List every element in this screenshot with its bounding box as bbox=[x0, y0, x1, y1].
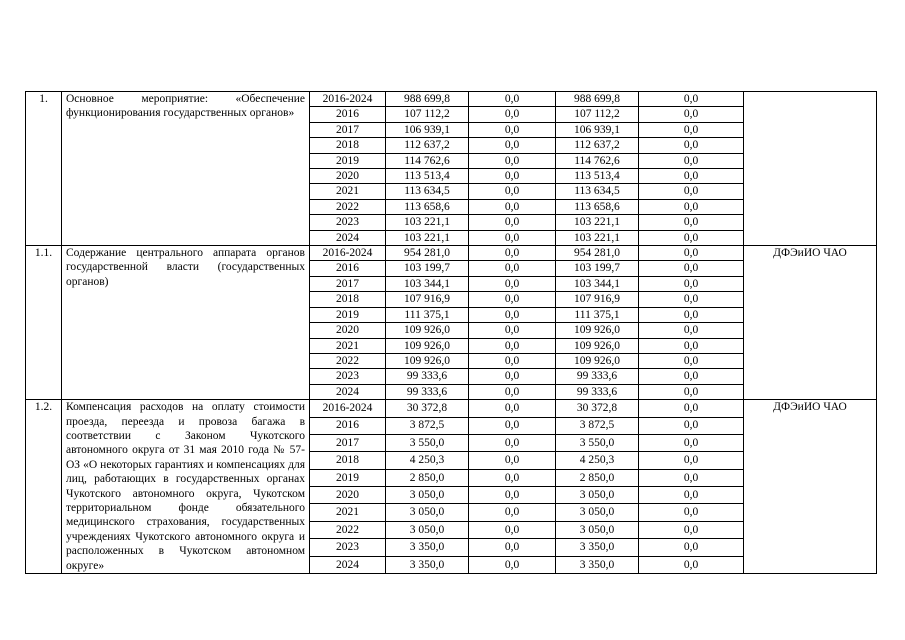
year-cell: 2023 bbox=[310, 539, 386, 556]
okrug-budget-cell: 3 050,0 bbox=[556, 521, 639, 538]
other-sources-cell: 0,0 bbox=[639, 434, 744, 451]
okrug-budget-cell: 114 762,6 bbox=[556, 153, 639, 168]
responsible-executor: ДФЭиИО ЧАО bbox=[744, 400, 877, 574]
other-sources-cell: 0,0 bbox=[639, 246, 744, 261]
total-cell: 107 916,9 bbox=[386, 292, 469, 307]
federal-cell: 0,0 bbox=[469, 169, 556, 184]
total-cell: 3 050,0 bbox=[386, 487, 469, 504]
other-sources-cell: 0,0 bbox=[639, 184, 744, 199]
year-cell: 2024 bbox=[310, 556, 386, 574]
year-cell: 2019 bbox=[310, 153, 386, 168]
total-cell: 112 637,2 bbox=[386, 138, 469, 153]
federal-cell: 0,0 bbox=[469, 122, 556, 137]
year-cell: 2024 bbox=[310, 384, 386, 399]
year-cell: 2016-2024 bbox=[310, 400, 386, 417]
section-index: 1.2. bbox=[26, 400, 62, 574]
budget-table bbox=[25, 91, 877, 574]
okrug-budget-cell: 107 112,2 bbox=[556, 107, 639, 122]
other-sources-cell: 0,0 bbox=[639, 199, 744, 214]
year-cell: 2022 bbox=[310, 521, 386, 538]
total-cell: 109 926,0 bbox=[386, 338, 469, 353]
total-cell: 109 926,0 bbox=[386, 323, 469, 338]
year-cell: 2018 bbox=[310, 452, 386, 469]
year-cell: 2017 bbox=[310, 276, 386, 291]
year-cell: 2023 bbox=[310, 369, 386, 384]
total-cell: 106 939,1 bbox=[386, 122, 469, 137]
year-cell: 2019 bbox=[310, 469, 386, 486]
other-sources-cell: 0,0 bbox=[639, 521, 744, 538]
year-cell: 2017 bbox=[310, 122, 386, 137]
federal-cell: 0,0 bbox=[469, 434, 556, 451]
other-sources-cell: 0,0 bbox=[639, 215, 744, 230]
other-sources-cell: 0,0 bbox=[639, 556, 744, 574]
other-sources-cell: 0,0 bbox=[639, 353, 744, 368]
other-sources-cell: 0,0 bbox=[639, 487, 744, 504]
other-sources-cell: 0,0 bbox=[639, 138, 744, 153]
year-cell: 2016-2024 bbox=[310, 92, 386, 107]
other-sources-cell: 0,0 bbox=[639, 369, 744, 384]
federal-cell: 0,0 bbox=[469, 138, 556, 153]
federal-cell: 0,0 bbox=[469, 384, 556, 399]
total-cell: 954 281,0 bbox=[386, 246, 469, 261]
okrug-budget-cell: 103 199,7 bbox=[556, 261, 639, 276]
okrug-budget-cell: 3 050,0 bbox=[556, 504, 639, 521]
okrug-budget-cell: 99 333,6 bbox=[556, 369, 639, 384]
okrug-budget-cell: 3 350,0 bbox=[556, 539, 639, 556]
other-sources-cell: 0,0 bbox=[639, 230, 744, 245]
federal-cell: 0,0 bbox=[469, 199, 556, 214]
federal-cell: 0,0 bbox=[469, 246, 556, 261]
federal-cell: 0,0 bbox=[469, 521, 556, 538]
okrug-budget-cell: 113 658,6 bbox=[556, 199, 639, 214]
okrug-budget-cell: 3 050,0 bbox=[556, 487, 639, 504]
total-cell: 2 850,0 bbox=[386, 469, 469, 486]
other-sources-cell: 0,0 bbox=[639, 92, 744, 107]
year-cell: 2019 bbox=[310, 307, 386, 322]
okrug-budget-cell: 4 250,3 bbox=[556, 452, 639, 469]
section-index: 1.1. bbox=[26, 246, 62, 400]
table-row bbox=[26, 92, 877, 107]
federal-cell: 0,0 bbox=[469, 487, 556, 504]
year-cell: 2020 bbox=[310, 323, 386, 338]
year-cell: 2023 bbox=[310, 215, 386, 230]
federal-cell: 0,0 bbox=[469, 469, 556, 486]
other-sources-cell: 0,0 bbox=[639, 276, 744, 291]
federal-cell: 0,0 bbox=[469, 215, 556, 230]
okrug-budget-cell: 107 916,9 bbox=[556, 292, 639, 307]
total-cell: 3 550,0 bbox=[386, 434, 469, 451]
year-cell: 2016 bbox=[310, 107, 386, 122]
total-cell: 103 344,1 bbox=[386, 276, 469, 291]
total-cell: 988 699,8 bbox=[386, 92, 469, 107]
responsible-executor: ДФЭиИО ЧАО bbox=[744, 246, 877, 400]
okrug-budget-cell: 109 926,0 bbox=[556, 338, 639, 353]
total-cell: 111 375,1 bbox=[386, 307, 469, 322]
year-cell: 2021 bbox=[310, 184, 386, 199]
okrug-budget-cell: 111 375,1 bbox=[556, 307, 639, 322]
total-cell: 3 050,0 bbox=[386, 504, 469, 521]
year-cell: 2018 bbox=[310, 138, 386, 153]
year-cell: 2021 bbox=[310, 338, 386, 353]
table-row bbox=[26, 246, 877, 261]
federal-cell: 0,0 bbox=[469, 353, 556, 368]
federal-cell: 0,0 bbox=[469, 292, 556, 307]
budget-table-body bbox=[26, 92, 877, 574]
okrug-budget-cell: 113 513,4 bbox=[556, 169, 639, 184]
total-cell: 99 333,6 bbox=[386, 384, 469, 399]
total-cell: 103 221,1 bbox=[386, 215, 469, 230]
table-row bbox=[26, 400, 877, 417]
total-cell: 3 350,0 bbox=[386, 539, 469, 556]
responsible-executor bbox=[744, 92, 877, 246]
other-sources-cell: 0,0 bbox=[639, 153, 744, 168]
total-cell: 3 050,0 bbox=[386, 521, 469, 538]
okrug-budget-cell: 103 221,1 bbox=[556, 215, 639, 230]
federal-cell: 0,0 bbox=[469, 452, 556, 469]
section-name: Компенсация расходов на оплату стоимости проезда, переезда и провоза багажа в соответствии с Законом Чукотского автономного округа от 31 мая 2010 года № 57-ОЗ «О некоторых гарантиях и компенсациях для лиц, работающих в государственных органах Чукотского автономного округа, Чукотском территориальном фонде обязательного медицинского страхования, государственных учреждениях Чукотского автономного округа и расположенных в Чукотском автономном округе» bbox=[62, 400, 310, 574]
okrug-budget-cell: 112 637,2 bbox=[556, 138, 639, 153]
total-cell: 3 350,0 bbox=[386, 556, 469, 574]
federal-cell: 0,0 bbox=[469, 338, 556, 353]
section-name: Содержание центрального аппарата органов государственной власти (государственных органов) bbox=[62, 246, 310, 400]
okrug-budget-cell: 99 333,6 bbox=[556, 384, 639, 399]
federal-cell: 0,0 bbox=[469, 276, 556, 291]
other-sources-cell: 0,0 bbox=[639, 452, 744, 469]
okrug-budget-cell: 3 550,0 bbox=[556, 434, 639, 451]
federal-cell: 0,0 bbox=[469, 556, 556, 574]
federal-cell: 0,0 bbox=[469, 504, 556, 521]
year-cell: 2024 bbox=[310, 230, 386, 245]
total-cell: 107 112,2 bbox=[386, 107, 469, 122]
year-cell: 2018 bbox=[310, 292, 386, 307]
total-cell: 113 513,4 bbox=[386, 169, 469, 184]
federal-cell: 0,0 bbox=[469, 184, 556, 199]
other-sources-cell: 0,0 bbox=[639, 122, 744, 137]
year-cell: 2020 bbox=[310, 169, 386, 184]
federal-cell: 0,0 bbox=[469, 153, 556, 168]
year-cell: 2016-2024 bbox=[310, 246, 386, 261]
federal-cell: 0,0 bbox=[469, 307, 556, 322]
other-sources-cell: 0,0 bbox=[639, 504, 744, 521]
other-sources-cell: 0,0 bbox=[639, 169, 744, 184]
okrug-budget-cell: 113 634,5 bbox=[556, 184, 639, 199]
other-sources-cell: 0,0 bbox=[639, 469, 744, 486]
total-cell: 113 658,6 bbox=[386, 199, 469, 214]
total-cell: 99 333,6 bbox=[386, 369, 469, 384]
federal-cell: 0,0 bbox=[469, 369, 556, 384]
other-sources-cell: 0,0 bbox=[639, 417, 744, 434]
okrug-budget-cell: 106 939,1 bbox=[556, 122, 639, 137]
federal-cell: 0,0 bbox=[469, 400, 556, 417]
year-cell: 2016 bbox=[310, 261, 386, 276]
okrug-budget-cell: 2 850,0 bbox=[556, 469, 639, 486]
total-cell: 109 926,0 bbox=[386, 353, 469, 368]
other-sources-cell: 0,0 bbox=[639, 292, 744, 307]
year-cell: 2016 bbox=[310, 417, 386, 434]
total-cell: 103 221,1 bbox=[386, 230, 469, 245]
okrug-budget-cell: 954 281,0 bbox=[556, 246, 639, 261]
section-name: Основное мероприятие: «Обеспечение функционирования государственных органов» bbox=[62, 92, 310, 246]
federal-cell: 0,0 bbox=[469, 539, 556, 556]
federal-cell: 0,0 bbox=[469, 261, 556, 276]
federal-cell: 0,0 bbox=[469, 417, 556, 434]
federal-cell: 0,0 bbox=[469, 323, 556, 338]
total-cell: 4 250,3 bbox=[386, 452, 469, 469]
total-cell: 103 199,7 bbox=[386, 261, 469, 276]
other-sources-cell: 0,0 bbox=[639, 400, 744, 417]
okrug-budget-cell: 3 872,5 bbox=[556, 417, 639, 434]
federal-cell: 0,0 bbox=[469, 107, 556, 122]
okrug-budget-cell: 30 372,8 bbox=[556, 400, 639, 417]
other-sources-cell: 0,0 bbox=[639, 261, 744, 276]
other-sources-cell: 0,0 bbox=[639, 384, 744, 399]
year-cell: 2021 bbox=[310, 504, 386, 521]
total-cell: 3 872,5 bbox=[386, 417, 469, 434]
okrug-budget-cell: 109 926,0 bbox=[556, 323, 639, 338]
other-sources-cell: 0,0 bbox=[639, 338, 744, 353]
okrug-budget-cell: 103 344,1 bbox=[556, 276, 639, 291]
other-sources-cell: 0,0 bbox=[639, 307, 744, 322]
total-cell: 114 762,6 bbox=[386, 153, 469, 168]
federal-cell: 0,0 bbox=[469, 230, 556, 245]
total-cell: 30 372,8 bbox=[386, 400, 469, 417]
other-sources-cell: 0,0 bbox=[639, 323, 744, 338]
okrug-budget-cell: 988 699,8 bbox=[556, 92, 639, 107]
year-cell: 2020 bbox=[310, 487, 386, 504]
year-cell: 2017 bbox=[310, 434, 386, 451]
year-cell: 2022 bbox=[310, 199, 386, 214]
okrug-budget-cell: 109 926,0 bbox=[556, 353, 639, 368]
year-cell: 2022 bbox=[310, 353, 386, 368]
total-cell: 113 634,5 bbox=[386, 184, 469, 199]
other-sources-cell: 0,0 bbox=[639, 539, 744, 556]
section-index: 1. bbox=[26, 92, 62, 246]
federal-cell: 0,0 bbox=[469, 92, 556, 107]
other-sources-cell: 0,0 bbox=[639, 107, 744, 122]
okrug-budget-cell: 103 221,1 bbox=[556, 230, 639, 245]
okrug-budget-cell: 3 350,0 bbox=[556, 556, 639, 574]
